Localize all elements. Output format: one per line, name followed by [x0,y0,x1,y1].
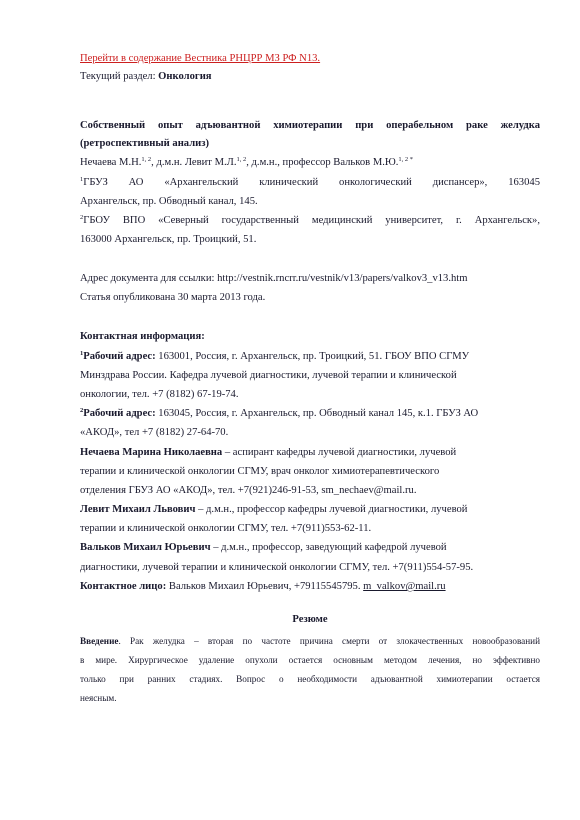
person-1-line2: терапии и клинической онкологии СГМУ, врач онколог химиотерапевтического [80,466,440,477]
contacts-heading: Контактная информация: [80,331,205,342]
person-3-line2: диагностики, лучевой терапии и клинической онкологии СГМУ, тел. +7(911)554-57-95. [80,562,474,573]
abstract-line3: только при ранних стадиях. Вопрос о необходимости адъювантной химиотерапии остается [80,674,540,684]
work-address-sup: 1 [80,350,84,357]
article-title-line2: (ретроспективный анализ) [80,138,210,149]
person-2 [80,503,467,517]
affiliation-1-line2: Архангельск, пр. Обводный канал, 145. [80,196,258,207]
authors [80,156,413,170]
affiliation-2-line2: 163000 Архангельск, пр. Троицкий, 51. [80,234,257,245]
contents-link-text[interactable]: Перейти в содержание Вестника РНЦРР МЗ РФ N13. [80,53,321,64]
abstract-heading: Резюме [292,614,328,625]
author-degree: , д.м.н., профессор [246,157,334,168]
work-address-text: 163001, Россия, г. Архангельск, пр. Троицкий, 51. ГБОУ ВПО СГМУ [155,351,470,362]
current-section [80,70,212,84]
abstract-text: . Рак желудка – вторая по частоте причина смерти от злокачественных новообразований [118,636,540,646]
person-text: – д.м.н., профессор кафедры лучевой диагностики, лучевой [195,504,468,515]
work-address-1 [80,350,469,364]
work-address-2-line2: «АКОД», тел +7 (8182) 27-64-70. [80,427,229,438]
abstract-line4: неясным. [80,693,117,703]
affiliation-text: ГБУЗ АО «Архангельский клинический онкологический диспансер», 163045 [83,177,540,188]
work-address-label: Рабочий адрес: [83,408,156,419]
person-name: Нечаева Марина Николаевна [80,447,223,458]
affiliation-text: ГБОУ ВПО «Северный государственный медицинский университет, г. Архангельск», [83,215,540,226]
person-name: Вальков Михаил Юрьевич [80,542,211,553]
person-text: – д.м.н., профессор, заведующий кафедрой лучевой [210,542,447,553]
contents-link[interactable] [80,52,320,66]
author-sup: 1, 2 [141,156,152,163]
affiliation-2-line1 [80,214,540,228]
author-name: Левит М.Л. [184,157,237,168]
work-address-2 [80,407,478,421]
affiliation-1-line1 [80,176,540,190]
person-1 [80,446,456,460]
work-address-text: 163045, Россия, г. Архангельск, пр. Обводный канал 145, к.1. ГБУЗ АО [155,408,479,419]
section-label: Текущий раздел: [80,71,159,82]
person-1-line3: отделения ГБУЗ АО «АКОД», тел. +7(921)246-91-53, sm_nechaev@mail.ru. [80,485,417,496]
affiliation-sup: 2 [80,214,84,221]
contact-text: Вальков Михаил Юрьевич, +79115545795. [166,581,364,592]
intro-label: Введение [80,636,119,646]
contact-email-link[interactable]: m_valkov@mail.ru [363,581,446,592]
person-text: – аспирант кафедры лучевой диагностики, лучевой [222,447,457,458]
work-address-sup: 2 [80,407,84,414]
contact-label: Контактное лицо: [80,581,167,592]
person-name: Левит Михаил Львович [80,504,196,515]
abstract-line1 [80,635,540,648]
work-address-label: Рабочий адрес: [83,351,156,362]
author-name: Вальков М.Ю. [333,157,399,168]
author-sup: 1, 2 [236,156,247,163]
work-address-1-line2: Минздрава России. Кафедра лучевой диагностики, лучевой терапии и клинической [80,370,457,381]
work-address-1-line3: онкологии, тел. +7 (8182) 67-19-74. [80,389,239,400]
published-date: Статья опубликована 30 марта 2013 года. [80,292,266,303]
article-title-line1: Собственный опыт адъювантной химиотерапии при операбельном раке желудка [80,120,540,131]
person-2-line2: терапии и клинической онкологии СГМУ, тел. +7(911)553-62-11. [80,523,372,534]
document-address [80,272,468,286]
author-sup: 1, 2 * [398,156,414,163]
affiliation-sup: 1 [80,176,84,183]
address-label: Адрес документа для ссылки: [80,273,218,284]
person-3 [80,541,447,555]
address-url[interactable]: http://vestnik.rncrr.ru/vestnik/v13/papers/valkov3_v13.htm [217,273,468,284]
contact-person [80,580,446,594]
section-name: Онкология [158,71,212,82]
abstract-line2: в мире. Хирургическое удаление опухоли остается основным методом лечения, но эффективно [80,655,540,665]
author-name: Нечаева М.Н. [80,157,142,168]
author-degree: , д.м.н. [151,157,185,168]
